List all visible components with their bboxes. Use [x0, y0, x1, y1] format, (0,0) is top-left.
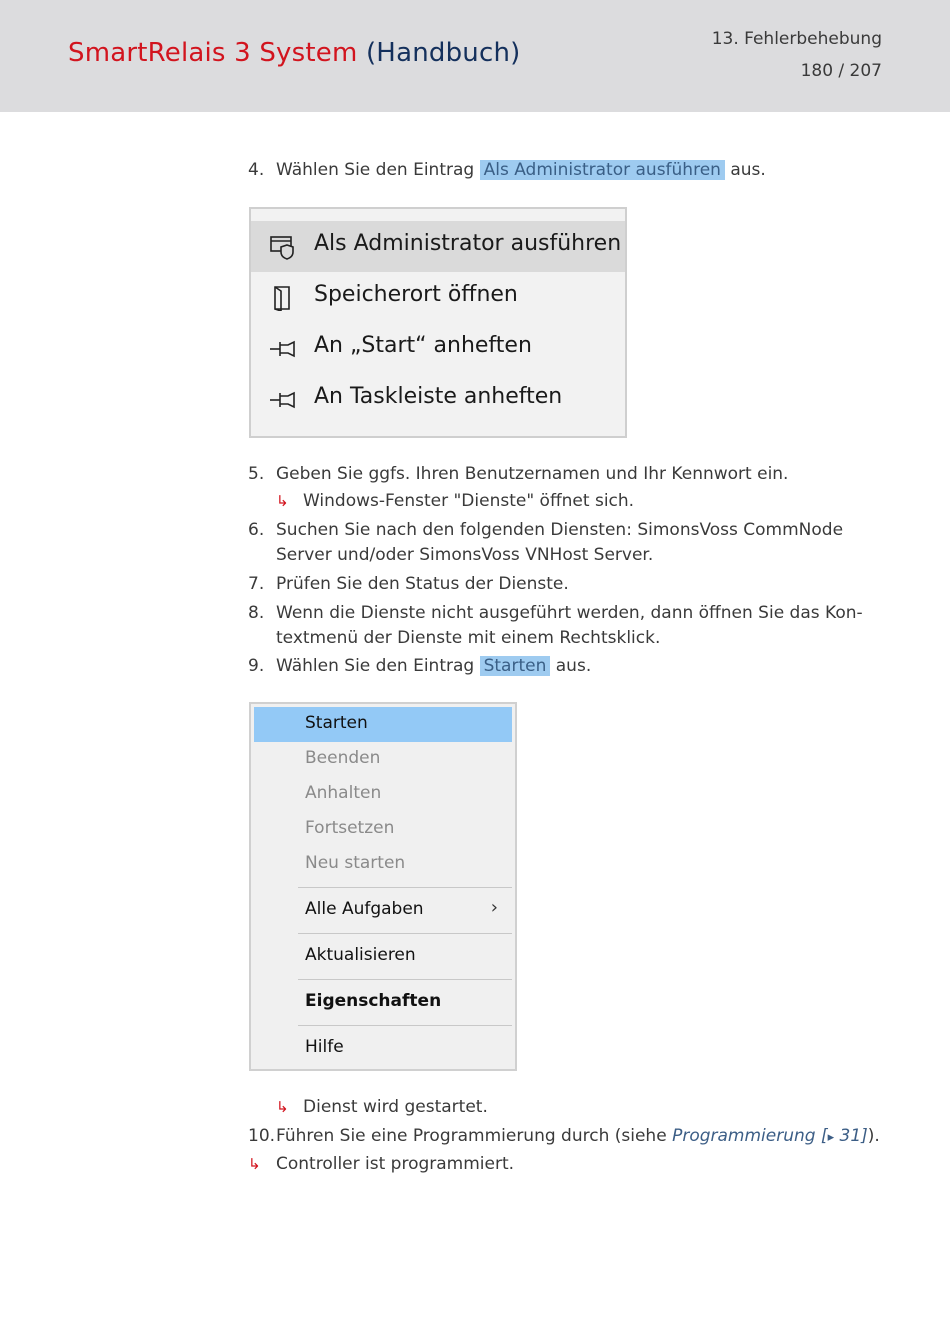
step-number: 4.	[248, 160, 265, 180]
menu-item-pin-taskbar[interactable]	[251, 374, 625, 425]
document-title-suffix: (Handbuch)	[365, 38, 521, 68]
menu-item-pause[interactable]	[254, 777, 512, 812]
menu-item-open-location[interactable]	[251, 272, 625, 323]
step-text: Prüfen Sie den Status der Dienste.	[276, 574, 569, 594]
menu-item-start[interactable]	[254, 707, 512, 742]
menu-item-label: An „Start“ anheften	[314, 333, 532, 358]
step-text-pre: Wählen Sie den Eintrag	[276, 160, 475, 180]
menu-item-help[interactable]	[254, 1031, 512, 1066]
menu-item-label: Alle Aufgaben	[305, 899, 424, 919]
menu-item-label: Beenden	[305, 748, 381, 768]
step-number: 6.	[248, 520, 265, 540]
menu-item-all-tasks[interactable]	[254, 893, 512, 928]
menu-separator	[298, 887, 512, 888]
step-text-pre: Führen Sie eine Programmierung durch (siehe	[276, 1126, 667, 1146]
step-number: 5.	[248, 464, 265, 484]
step-number: 7.	[248, 574, 265, 594]
link-page: 31]	[834, 1126, 868, 1146]
document-title-product: SmartRelais 3 System	[68, 38, 358, 68]
menu-item-restart[interactable]	[254, 847, 512, 882]
result-text: Controller ist programmiert.	[276, 1154, 515, 1174]
chapter-label: 13. Fehlerbehebung	[711, 29, 882, 49]
result-arrow-icon: ↳	[276, 1098, 289, 1116]
menu-entry-highlight: Starten	[480, 656, 551, 676]
menu-item-resume[interactable]	[254, 812, 512, 847]
step-number: 10.	[248, 1126, 276, 1146]
menu-item-pin-start[interactable]	[251, 323, 625, 374]
cross-reference-link[interactable]	[672, 1126, 868, 1146]
result-text: Windows-Fenster "Dienste" öffnet sich.	[303, 491, 635, 511]
step-text	[276, 1124, 880, 1150]
menu-item-label: Als Administrator ausführen	[314, 231, 622, 256]
menu-item-properties[interactable]	[254, 985, 512, 1020]
document-title	[68, 38, 520, 68]
step-text: Server und/oder SimonsVoss VNHost Server.	[276, 545, 654, 565]
step-text: textmenü der Dienste mit einem Rechtsklick.	[276, 628, 661, 648]
pin-icon	[269, 336, 297, 362]
menu-item-label: Hilfe	[305, 1037, 344, 1057]
menu-item-label: Starten	[305, 713, 368, 733]
shield-run-icon	[269, 234, 297, 260]
menu-item-label: Fortsetzen	[305, 818, 395, 838]
step-text	[276, 654, 591, 678]
menu-item-label: An Taskleiste anheften	[314, 384, 563, 409]
chevron-right-icon: ›	[490, 897, 498, 918]
run-as-context-menu	[249, 207, 627, 438]
menu-item-label: Aktualisieren	[305, 945, 416, 965]
menu-separator	[298, 933, 512, 934]
step-text: Geben Sie ggfs. Ihren Benutzernamen und Ihr Kennwort ein.	[276, 464, 789, 484]
folder-location-icon	[269, 285, 297, 311]
step-text-post: aus.	[555, 656, 592, 676]
menu-separator	[298, 1025, 512, 1026]
step-text-post: ).	[867, 1126, 880, 1146]
step-number: 8.	[248, 603, 265, 623]
step-text	[276, 158, 766, 182]
result-arrow-icon: ↳	[248, 1155, 261, 1173]
pin-icon	[269, 387, 297, 413]
menu-item-label: Speicherort öffnen	[314, 282, 518, 307]
step-text-pre: Wählen Sie den Eintrag	[276, 656, 475, 676]
page-arrow-icon: ▸	[827, 1130, 835, 1145]
link-text: Programmierung [	[672, 1126, 828, 1146]
menu-item-label: Anhalten	[305, 783, 382, 803]
step-number: 9.	[248, 656, 265, 676]
step-text-post: aus.	[730, 160, 766, 180]
result-arrow-icon: ↳	[276, 492, 289, 510]
menu-item-stop[interactable]	[254, 742, 512, 777]
menu-entry-highlight: Als Administrator ausführen	[480, 160, 725, 180]
page-number: 180 / 207	[800, 61, 882, 81]
menu-item-label: Neu starten	[305, 853, 406, 873]
menu-item-refresh[interactable]	[254, 939, 512, 974]
step-text: Wenn die Dienste nicht ausgeführt werden, dann öffnen Sie das Kon-	[276, 603, 863, 623]
page-header	[0, 0, 950, 112]
menu-separator	[298, 979, 512, 980]
menu-item-run-as-admin[interactable]	[251, 221, 625, 272]
step-text: Suchen Sie nach den folgenden Diensten: SimonsVoss CommNode	[276, 520, 844, 540]
result-text: Dienst wird gestartet.	[303, 1097, 488, 1117]
menu-item-label: Eigenschaften	[305, 991, 442, 1011]
service-context-menu	[249, 702, 517, 1071]
